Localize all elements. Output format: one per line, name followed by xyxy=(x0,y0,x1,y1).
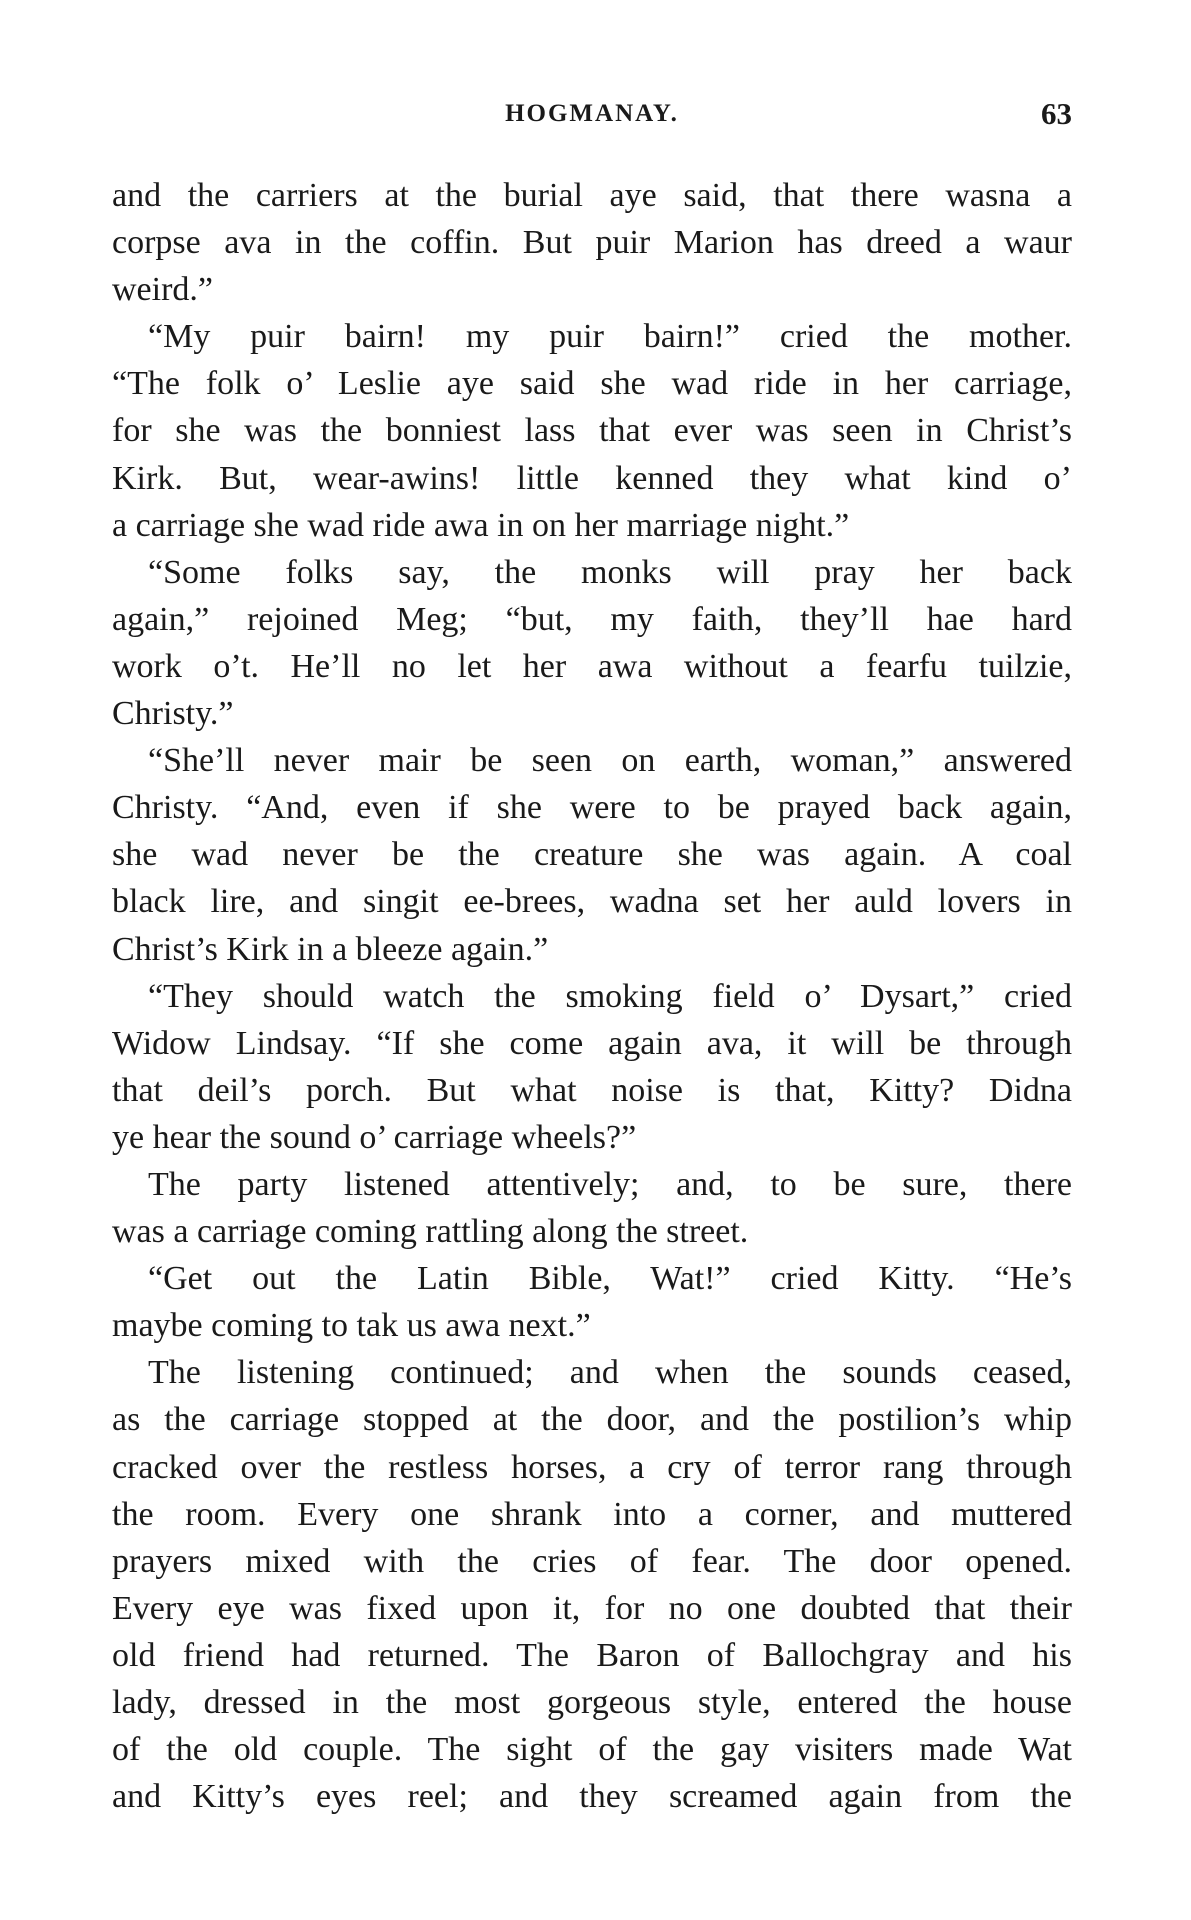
text-line: The party listened attentively; and, to be sure, there xyxy=(148,1165,1072,1203)
text-line: as the carriage stopped at the door, and the postilion’s whip xyxy=(112,1401,1072,1439)
text-line: for she was the bonniest lass that ever was seen in Christ’s xyxy=(112,412,1072,450)
text-line: Christy.” xyxy=(112,695,234,733)
text-line: and the carriers at the burial aye said, that there wasna a xyxy=(112,177,1072,214)
text-line: “Some folks say, the monks will pray her back xyxy=(148,553,1072,591)
text-line: of the old couple. The sight of the gay visiters made Wat xyxy=(112,1731,1072,1769)
text-line: “My puir bairn! my puir bairn!” cried the mother. xyxy=(148,318,1072,356)
text-line: Widow Lindsay. “If she come again ava, it will be through xyxy=(112,1024,1072,1062)
text-line: weird.” xyxy=(112,271,214,309)
running-title: HOGMANAY. xyxy=(505,100,679,127)
page-number: 63 xyxy=(1041,96,1072,131)
text-line: maybe coming to tak us awa next.” xyxy=(112,1307,591,1345)
text-line: black lire, and singit ee-brees, wadna set her auld lovers in xyxy=(112,883,1072,921)
text-line: a carriage she wad ride awa in on her marriage night.” xyxy=(112,506,850,544)
text-line: and Kitty’s eyes reel; and they screamed again from the xyxy=(112,1778,1072,1816)
text-line: “She’ll never mair be seen on earth, woman,” answered xyxy=(148,742,1072,780)
text-line: The listening continued; and when the sounds ceased, xyxy=(148,1354,1072,1392)
body-text xyxy=(112,172,1072,1820)
text-line: old friend had returned. The Baron of Ballochgray and his xyxy=(112,1636,1072,1674)
text-line: that deil’s porch. But what noise is that, Kitty? Didna xyxy=(112,1071,1072,1109)
text-line: “The folk o’ Leslie aye said she wad ride in her carriage, xyxy=(112,365,1072,403)
text-line: “Get out the Latin Bible, Wat!” cried Kitty. “He’s xyxy=(148,1260,1072,1298)
text-line: prayers mixed with the cries of fear. The door opened. xyxy=(112,1542,1072,1580)
text-line: Kirk. But, wear-awins! little kenned they what kind o’ xyxy=(112,459,1072,497)
text-line: the room. Every one shrank into a corner, and muttered xyxy=(112,1495,1072,1533)
text-line: again,” rejoined Meg; “but, my faith, they’ll hae hard xyxy=(112,600,1072,638)
running-head xyxy=(112,96,1072,140)
text-line: lady, dressed in the most gorgeous style, entered the house xyxy=(112,1684,1072,1721)
text-line: corpse ava in the coffin. But puir Marion has dreed a waur xyxy=(112,224,1072,262)
text-line: “They should watch the smoking field o’ Dysart,” cried xyxy=(148,977,1072,1015)
text-line: she wad never be the creature she was again. A coal xyxy=(112,836,1072,874)
text-line: cracked over the restless horses, a cry of terror rang through xyxy=(112,1448,1072,1486)
text-line: Christy. “And, even if she were to be prayed back again, xyxy=(112,789,1072,827)
text-line: ye hear the sound o’ carriage wheels?” xyxy=(112,1118,637,1156)
text-line: was a carriage coming rattling along the street. xyxy=(112,1213,749,1251)
text-line: Every eye was fixed upon it, for no one doubted that their xyxy=(112,1589,1072,1627)
text-line: work o’t. He’ll no let her awa without a fearfu tuilzie, xyxy=(112,647,1072,685)
text-line: Christ’s Kirk in a bleeze again.” xyxy=(112,930,549,968)
